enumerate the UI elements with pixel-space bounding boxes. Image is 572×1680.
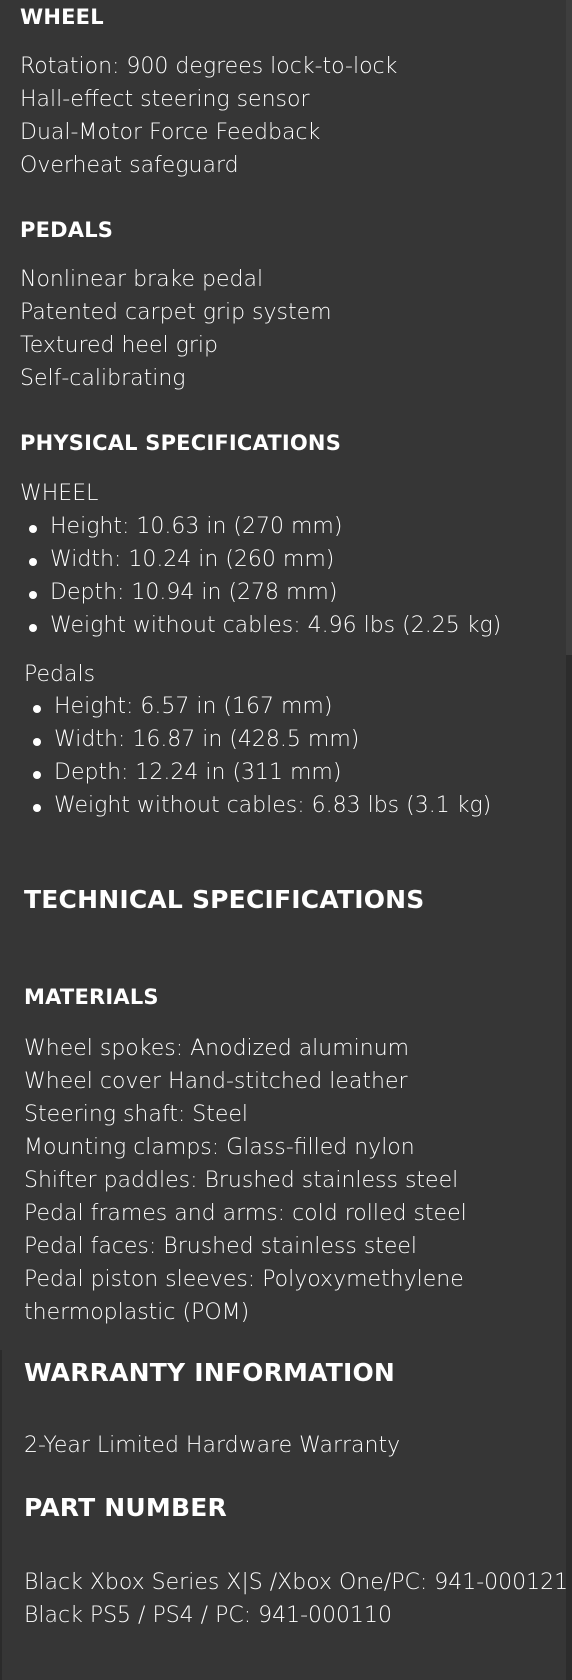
wheel-item: Dual-Motor Force Feedback — [20, 120, 321, 145]
materials-item: Steering shaft: Steel — [24, 1102, 249, 1127]
pedals-item: Nonlinear brake pedal — [20, 267, 264, 292]
physical-wheel-item: Depth: 10.94 in (278 mm) — [50, 580, 338, 605]
bullet-icon — [33, 804, 41, 812]
materials-item: Pedal piston sleeves: Polyoxymethylene — [24, 1267, 464, 1292]
wheel-heading: WHEEL — [20, 5, 104, 29]
physical-pedals-item: Width: 16.87 in (428.5 mm) — [54, 727, 360, 752]
wheel-item: Rotation: 900 degrees lock-to-lock — [20, 54, 398, 79]
part-number-heading: PART NUMBER — [24, 1493, 227, 1522]
scrollbar-thumb[interactable] — [566, 0, 572, 655]
physical-heading: PHYSICAL SPECIFICATIONS — [20, 431, 342, 455]
technical-heading: TECHNICAL SPECIFICATIONS — [24, 885, 425, 914]
materials-item: Pedal frames and arms: cold rolled steel — [24, 1201, 467, 1226]
materials-item: Shifter paddles: Brushed stainless steel — [24, 1168, 459, 1193]
pedals-heading: PEDALS — [20, 218, 114, 242]
pedals-item: Patented carpet grip system — [20, 300, 332, 325]
physical-wheel-item: Height: 10.63 in (270 mm) — [50, 514, 343, 539]
bullet-icon — [29, 591, 37, 599]
bullet-icon — [29, 624, 37, 632]
wheel-item: Overheat safeguard — [20, 153, 239, 178]
part-number-item: Black Xbox Series X|S /Xbox One/PC: 941-000121 — [24, 1570, 569, 1595]
wheel-item: Hall-effect steering sensor — [20, 87, 310, 112]
bullet-icon — [33, 705, 41, 713]
warranty-heading: WARRANTY INFORMATION — [24, 1358, 396, 1387]
physical-wheel-item: Width: 10.24 in (260 mm) — [50, 547, 335, 572]
materials-heading: MATERIALS — [24, 985, 159, 1009]
physical-wheel-item: Weight without cables: 4.96 lbs (2.25 kg) — [50, 613, 502, 638]
pedals-item: Textured heel grip — [20, 333, 218, 358]
materials-item: Pedal faces: Brushed stainless steel — [24, 1234, 418, 1259]
physical-pedals-label: Pedals — [24, 662, 96, 687]
materials-item: Wheel cover Hand-stitched leather — [24, 1069, 408, 1094]
bullet-icon — [29, 558, 37, 566]
materials-item: thermoplastic (POM) — [24, 1300, 250, 1325]
pedals-item: Self-calibrating — [20, 366, 186, 391]
part-number-item: Black PS5 / PS4 / PC: 941-000110 — [24, 1603, 393, 1628]
materials-item: Wheel spokes: Anodized aluminum — [24, 1036, 410, 1061]
warranty-text: 2-Year Limited Hardware Warranty — [24, 1433, 401, 1458]
bullet-icon — [33, 738, 41, 746]
physical-pedals-item: Depth: 12.24 in (311 mm) — [54, 760, 342, 785]
bullet-icon — [33, 771, 41, 779]
physical-pedals-item: Weight without cables: 6.83 lbs (3.1 kg) — [54, 793, 492, 818]
left-edge-divider — [0, 1350, 2, 1680]
physical-pedals-item: Height: 6.57 in (167 mm) — [54, 694, 333, 719]
materials-item: Mounting clamps: Glass-filled nylon — [24, 1135, 415, 1160]
bullet-icon — [29, 525, 37, 533]
physical-wheel-label: WHEEL — [20, 481, 99, 506]
